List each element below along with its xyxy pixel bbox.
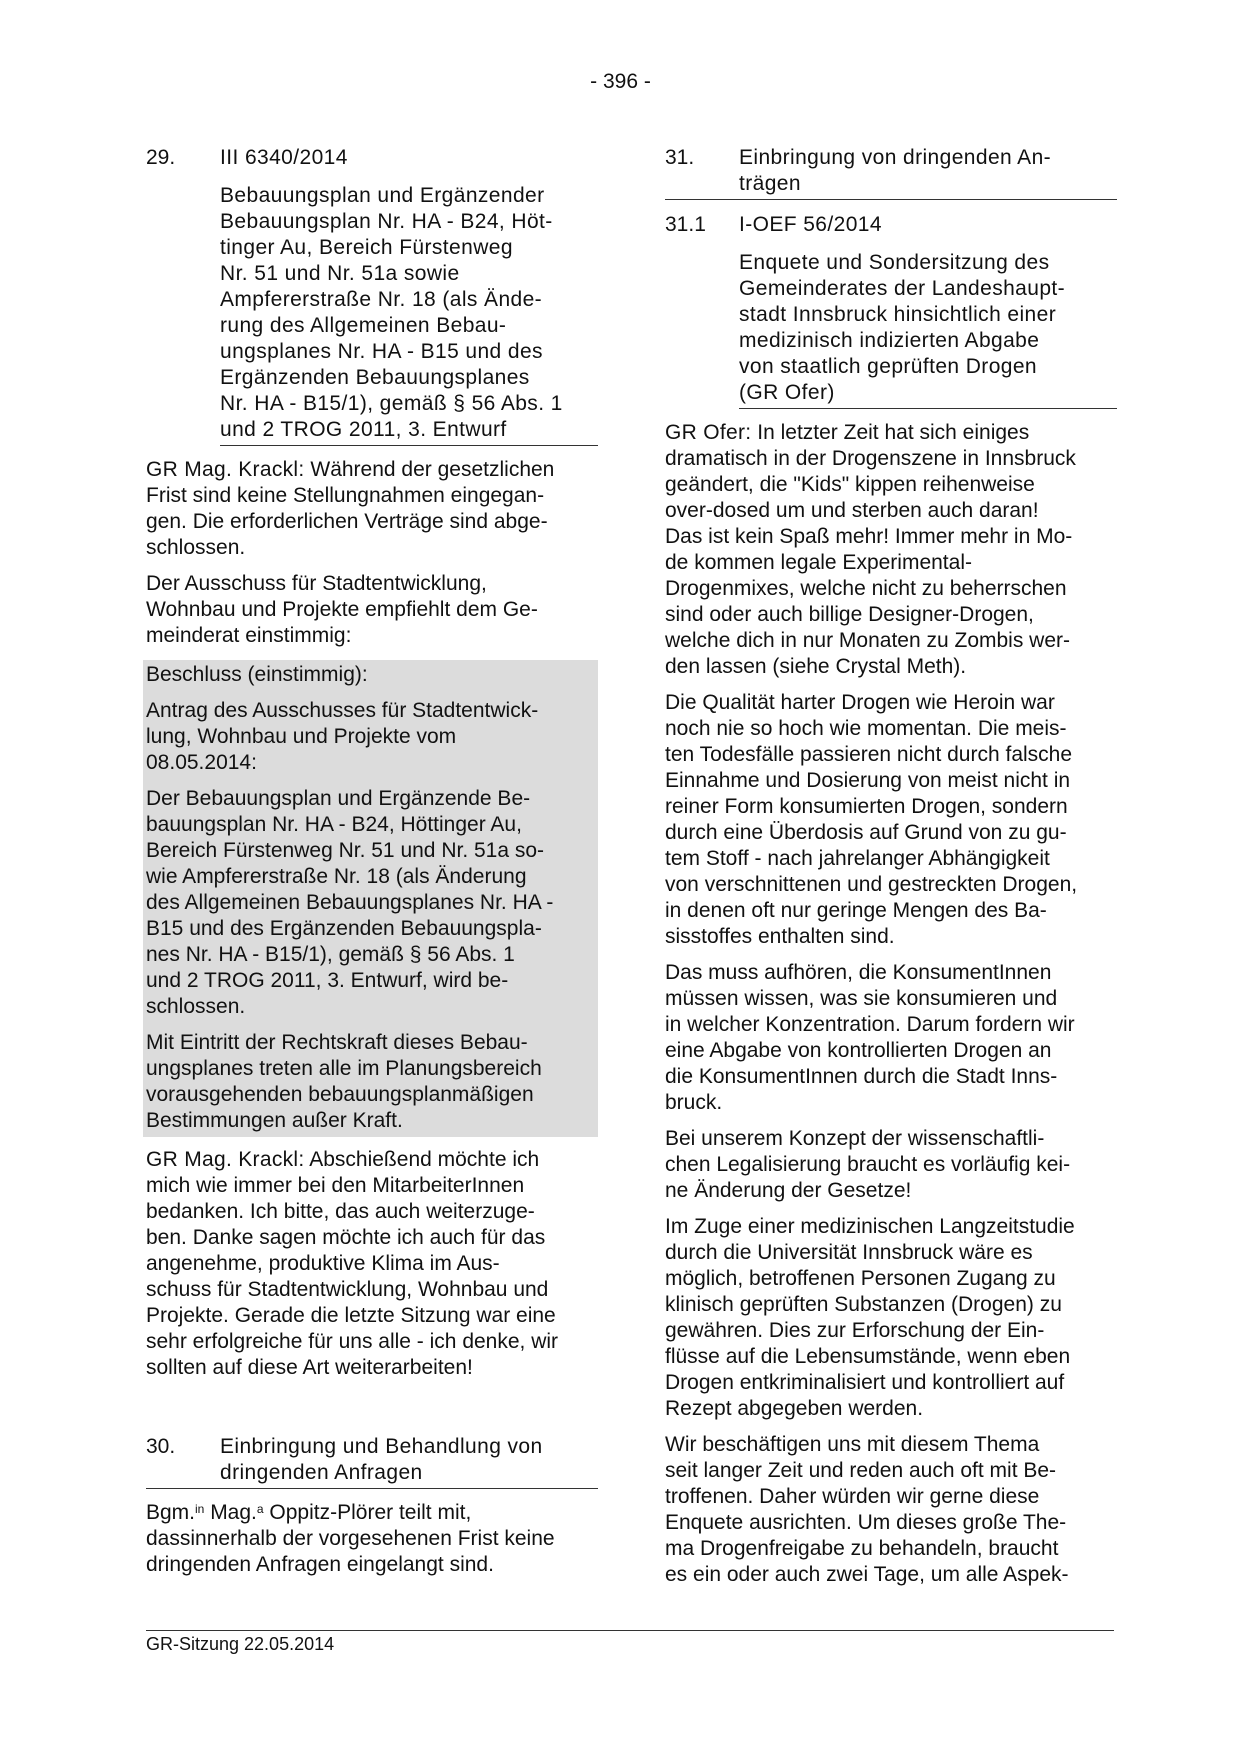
paragraph: GR Ofer: In letzter Zeit hat sich einiges dramatisch in der Drogenszene in Innsbruck geändert, die "Kids" kippen reihenweise over-dosed um und sterben auch daran! Das ist kein Spaß mehr! Immer mehr in Mo- de kommen legale Experimental- Drogenmixes, welche nicht zu beherrschen sind oder auch billige Designer-Drogen, welche dich in nur Monaten zu Zombis wer- den lassen (siehe Crystal Meth). [665,421,1076,678]
paragraph: Das muss aufhören, die KonsumentInnen müssen wissen, was sie konsumieren und in welcher Konzentration. Darum fordern wir eine Abgabe von kontrollierten Drogen an die KonsumentInnen durch die Stadt Inns- bruck. [665,961,1075,1114]
item-31-1 [665,212,1117,409]
resolution-paragraph: Der Bebauungsplan und Ergänzende Be- bauungsplan Nr. HA - B24, Höttinger Au, Bereich Fürstenweg Nr. 51 und Nr. 51a so- wie Ampfererstraße Nr. 18 (als Änderung des Allgemeinen Bebauungsplanes Nr. HA - B15 und des Ergänzenden Bebauungspla- nes Nr. HA - B15/1), gemäß § 56 Abs. 1 und 2 TROG 2011, 3. Entwurf, wird be- schlossen. [146,787,554,1018]
page-number: - 396 - [590,70,651,93]
resolution-label: Beschluss (einstimmig): [146,663,368,686]
item-title: Einbringung von dringenden An- trägen [739,146,1052,195]
item-title: Einbringung und Behandlung von dringenden Anfragen [220,1435,543,1484]
resolution-box [143,660,598,1137]
footer-divider [146,1630,1114,1631]
resolution-paragraph: Mit Eintritt der Rechtskraft dieses Bebau- ungsplanes treten alle im Planungsbereich vorausgehenden bebauungsplanmäßigen Bestimmungen außer Kraft. [146,1031,542,1132]
paragraph: GR Mag. Krackl: Während der gesetzlichen Frist sind keine Stellungnahmen eingegan- gen. Die erforderlichen Verträge sind abge- schlossen. [146,458,555,559]
resolution-paragraph: Antrag des Ausschusses für Stadtentwick- lung, Wohnbau und Projekte vom 08.05.2014: [146,699,539,774]
item-number: 31.1 [665,213,706,236]
item-number: 29. [146,146,176,169]
item-31 [665,145,1117,200]
item-29 [146,145,598,446]
item-title: Enquete und Sondersitzung des Gemeinderates der Landeshaupt- stadt Innsbruck hinsichtlich einer medizinisch indizierten Abgabe von staatlich geprüften Drogen (GR Ofer) [739,250,1117,409]
paragraph: Der Ausschuss für Stadtentwicklung, Wohnbau und Projekte empfiehlt dem Ge- meinderat einstimmig: [146,572,538,647]
speaker: GR Mag. Krackl: [146,1148,305,1171]
paragraph: Bei unserem Konzept der wissenschaftli- chen Legalisierung braucht es vorläufig kei- ne Änderung der Gesetze! [665,1127,1071,1202]
item-30 [146,1434,598,1489]
paragraph: Bgm.$^{in}$ Mag.$^a$ Oppitz-Plörer teilt mit, dassinnerhalb der vorgesehenen Frist keine dringenden Anfragen eingelangt sind. [146,1501,555,1576]
paragraph: Die Qualität harter Drogen wie Heroin war noch nie so hoch wie momentan. Die meis- ten Todesfälle passieren nicht durch falsche Einnahme und Dosierung von meist nicht in reiner Form konsumierten Drogen, sondern durch eine Überdosis auf Grund von zu gu- tem Stoff - nach jahrelanger Abhängigkeit von verschnittenen und gestreckten Drogen, in denen oft nur geringe Mengen des Ba- sisstoffes enthalten sind. [665,691,1078,948]
footer-text: GR-Sitzung 22.05.2014 [146,1634,335,1654]
paragraph: GR Mag. Krackl: Abschießend möchte ich mich wie immer bei den MitarbeiterInnen bedanken. Ich bitte, das auch weiterzuge- ben. Danke sagen möchte ich auch für das angenehme, produktive Klima im Aus- schuss für Stadtentwicklung, Wohnbau und Projekte. Gerade die letzte Sitzung war eine sehr erfolgreiche für uns alle - ich denke, wir sollten auf diese Art weiterarbeiten! [146,1148,559,1379]
paragraph: Wir beschäftigen uns mit diesem Thema seit langer Zeit und reden auch oft mit Be- troffenen. Daher würden wir gerne diese Enquete ausrichten. Um dieses große The- ma Drogenfreigabe zu behandeln, braucht es ein oder auch zwei Tage, um alle Aspek- [665,1433,1069,1586]
item-reference: I-OEF 56/2014 [739,213,882,236]
item-number: 30. [146,1435,176,1458]
item-reference: III 6340/2014 [220,146,348,169]
left-column [146,145,598,1578]
paragraph: Im Zuge einer medizinischen Langzeitstudie durch die Universität Innsbruck wäre es möglich, betroffenen Personen Zugang zu klinisch geprüften Substanzen (Drogen) zu gewähren. Dies zur Erforschung der Ein- flüsse auf die Lebensumstände, wenn eben Drogen entkriminalisiert und kontrolliert auf Rezept abgegeben werden. [665,1215,1075,1420]
item-title: Bebauungsplan und Ergänzender Bebauungsplan Nr. HA - B24, Höt- tinger Au, Bereich Fürstenweg Nr. 51 und Nr. 51a sowie Ampfererstraße Nr. 18 (als Ände- rung des Allgemeinen Bebau- ungsplanes Nr. HA - B15 und des Ergänzenden Bebauungsplanes Nr. HA - B15/1), gemäß § 56 Abs. 1 und 2 TROG 2011, 3. Entwurf [220,183,598,446]
item-number: 31. [665,146,695,169]
speaker: GR Mag. Krackl: [146,458,305,481]
speaker: GR Ofer: [665,421,752,444]
right-column [665,145,1117,1588]
